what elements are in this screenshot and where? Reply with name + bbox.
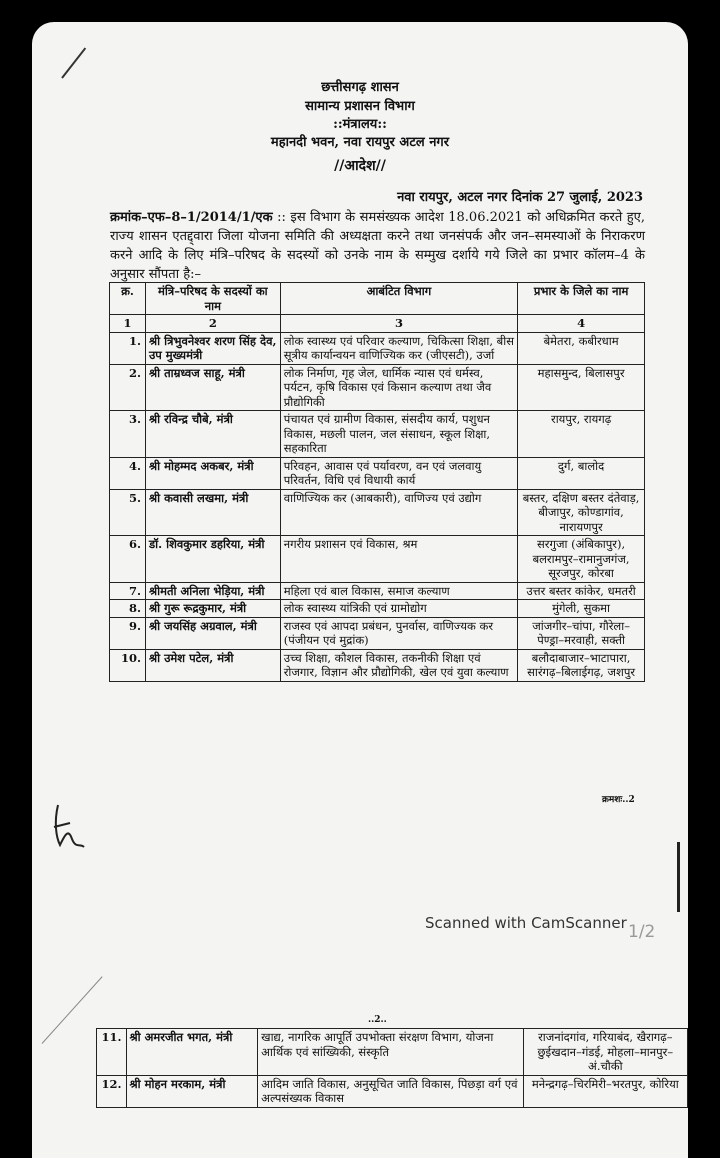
scan-edge-line bbox=[677, 842, 680, 912]
minister-name: श्री ताम्रध्वज साहू, मंत्री bbox=[145, 364, 280, 411]
table-header-row bbox=[110, 283, 645, 315]
order-title: //आदेश// bbox=[334, 158, 386, 174]
minister-name: श्री रविन्द्र चौबे, मंत्री bbox=[145, 411, 280, 458]
header-serial: क्र. bbox=[110, 283, 146, 315]
minister-name: श्री त्रिभुवनेश्वर शरण सिंह देव, उप मुख्यमंत्री bbox=[145, 332, 280, 364]
header-line-2: सामान्य प्रशासन विभाग bbox=[305, 99, 415, 114]
header-department: आबंटित विभाग bbox=[280, 283, 517, 315]
table-row bbox=[110, 536, 645, 583]
table-row bbox=[110, 600, 645, 618]
department: लोक स्वास्थ्य एवं परिवार कल्याण, चिकित्सा शिक्षा, बीस सूत्रीय कार्यान्वयन वाणिज्यिक कर (जीएसटी), उर्जा bbox=[280, 332, 517, 364]
pen-mark bbox=[42, 976, 103, 1044]
date-line: नवा रायपुर, अटल नगर दिनांक 27 जुलाई, 2023 bbox=[397, 190, 643, 205]
department: आदिम जाति विकास, अनुसूचित जाति विकास, पिछड़ा वर्ग एवं अल्पसंख्यक विकास bbox=[258, 1075, 523, 1107]
row-number: 3. bbox=[110, 411, 146, 458]
district: रायपुर, रायगढ़ bbox=[518, 411, 645, 458]
minister-name: श्री गुरू रूद्रकुमार, मंत्री bbox=[145, 600, 280, 618]
minister-table bbox=[109, 282, 645, 682]
col-number: 4 bbox=[518, 315, 645, 333]
department: लोक स्वास्थ्य यांत्रिकी एवं ग्रामोद्योग bbox=[280, 600, 517, 618]
minister-name: श्री उमेश पटेल, मंत्री bbox=[145, 649, 280, 681]
district: महासमुन्द, बिलासपुर bbox=[518, 364, 645, 411]
row-number: 2. bbox=[110, 364, 146, 411]
district: मनेन्द्रगढ़–चिरमिरी–भरतपुर, कोरिया bbox=[523, 1075, 687, 1107]
row-number: 4. bbox=[110, 457, 146, 489]
column-number-row bbox=[110, 315, 645, 333]
table-row bbox=[110, 489, 645, 536]
department: वाणिज्यिक कर (आबकारी), वाणिज्य एवं उद्योग bbox=[280, 489, 517, 536]
district: राजनांदगांव, गरियाबंद, खैरागढ़–छुईखदान–गंडई, मोहला–मानपुर–अं.चौकी bbox=[523, 1029, 687, 1076]
header-line-3: ::मंत्रालय:: bbox=[333, 117, 387, 132]
col-number: 1 bbox=[110, 315, 146, 333]
table-row bbox=[110, 411, 645, 458]
table-row bbox=[97, 1075, 688, 1107]
department: खाद्य, नागरिक आपूर्ति उपभोक्ता संरक्षण विभाग, योजना आर्थिक एवं सांख्यिकी, संस्कृति bbox=[258, 1029, 523, 1076]
district: जांजगीर–चांपा, गौरेला–पेण्ड्रा–मरवाही, सक्ती bbox=[518, 617, 645, 649]
order-number: क्रमांक–एफ–8–1/2014/1/एक bbox=[110, 210, 273, 225]
page-indicator: 1/2 bbox=[628, 922, 656, 942]
row-number: 9. bbox=[110, 617, 146, 649]
table-row bbox=[110, 617, 645, 649]
pen-mark bbox=[61, 47, 86, 78]
minister-name: श्री मोहम्मद अकबर, मंत्री bbox=[145, 457, 280, 489]
district: मुंगेली, सुकमा bbox=[518, 600, 645, 618]
district: उत्तर बस्तर कांकेर, धमतरी bbox=[518, 582, 645, 600]
table-row bbox=[110, 457, 645, 489]
row-number: 12. bbox=[97, 1075, 127, 1107]
row-number: 6. bbox=[110, 536, 146, 583]
department: राजस्व एवं आपदा प्रबंधन, पुनर्वास, वाणिज्यक कर (पंजीयन एवं मुद्रांक) bbox=[280, 617, 517, 649]
order-text: :: इस विभाग के समसंख्यक आदेश 18.06.2021 को अधिक्रमित करते हुए, राज्य शासन एतद्द्वारा जिला योजना समिति की अध्यक्षता करने तथा जनसंपर्क और जन–समस्याओं के निराकरण करने आदि के लिए मंत्रि–परिषद के सदस्यों को उनके नाम के सम्मुख दर्शाये गये जिले का प्रभार कॉलम–4 के अनुसार सौंपता है:– bbox=[110, 210, 646, 282]
minister-name: श्रीमती अनिला भेड़िया, मंत्री bbox=[145, 582, 280, 600]
department: परिवहन, आवास एवं पर्यावरण, वन एवं जलवायु परिवर्तन, विधि एवं विधायी कार्य bbox=[280, 457, 517, 489]
row-number: 7. bbox=[110, 582, 146, 600]
page-2-mark: ..2.. bbox=[368, 1015, 387, 1025]
document-page-2 bbox=[32, 958, 688, 1158]
signature-mark bbox=[50, 797, 90, 857]
row-number: 11. bbox=[97, 1029, 127, 1076]
district: सरगुजा (अंबिकापुर), बलरामपुर–रामानुजगंज, सूरजपुर, कोरबा bbox=[518, 536, 645, 583]
minister-name: डॉ. शिवकुमार डहरिया, मंत्री bbox=[145, 536, 280, 583]
minister-name: श्री अमरजीत भगत, मंत्री bbox=[126, 1029, 258, 1076]
order-paragraph bbox=[110, 208, 645, 284]
row-number: 10. bbox=[110, 649, 146, 681]
header-name: मंत्रि–परिषद के सदस्यों का नाम bbox=[145, 283, 280, 315]
district: बेमेतरा, कबीरधाम bbox=[518, 332, 645, 364]
department: पंचायत एवं ग्रामीण विकास, संसदीय कार्य, पशुधन विकास, मछली पालन, जल संसाधन, स्कूल शिक्षा, सहकारिता bbox=[280, 411, 517, 458]
col-number: 2 bbox=[145, 315, 280, 333]
row-number: 1. bbox=[110, 332, 146, 364]
document-page-1 bbox=[32, 22, 688, 962]
district: बलौदाबाजार–भाटापारा, सारंगढ़–बिलाईगढ़, जशपुर bbox=[518, 649, 645, 681]
district: बस्तर, दक्षिण बस्तर दंतेवाड़, बीजापुर, कोण्डागांव, नारायणपुर bbox=[518, 489, 645, 536]
scanned-watermark: Scanned with CamScanner bbox=[425, 914, 627, 932]
department: महिला एवं बाल विकास, समाज कल्याण bbox=[280, 582, 517, 600]
table-row bbox=[97, 1029, 688, 1076]
district: दुर्ग, बालोद bbox=[518, 457, 645, 489]
table-row bbox=[110, 332, 645, 364]
department: उच्च शिक्षा, कौशल विकास, तकनीकी शिक्षा एवं रोजगार, विज्ञान और प्रौद्योगिकी, खेल एवं युवा कल्याण bbox=[280, 649, 517, 681]
table-row bbox=[110, 582, 645, 600]
header-district: प्रभार के जिले का नाम bbox=[518, 283, 645, 315]
minister-name: श्री मोहन मरकाम, मंत्री bbox=[126, 1075, 258, 1107]
row-number: 8. bbox=[110, 600, 146, 618]
continued-label: क्रमशः..2 bbox=[602, 795, 635, 805]
header-line-4: महानदी भवन, नवा रायपुर अटल नगर bbox=[270, 135, 450, 150]
minister-name: श्री जयसिंह अग्रवाल, मंत्री bbox=[145, 617, 280, 649]
department: नगरीय प्रशासन एवं विकास, श्रम bbox=[280, 536, 517, 583]
table-row bbox=[110, 649, 645, 681]
table-row bbox=[110, 364, 645, 411]
minister-name: श्री कवासी लखमा, मंत्री bbox=[145, 489, 280, 536]
col-number: 3 bbox=[280, 315, 517, 333]
header-line-1: छत्तीसगढ़ शासन bbox=[321, 80, 399, 95]
department: लोक निर्माण, गृह जेल, धार्मिक न्यास एवं धर्मस्व, पर्यटन, कृषि विकास एवं किसान कल्याण तथा जैव प्रौद्योगिकी bbox=[280, 364, 517, 411]
row-number: 5. bbox=[110, 489, 146, 536]
minister-table-continued bbox=[96, 1028, 688, 1108]
